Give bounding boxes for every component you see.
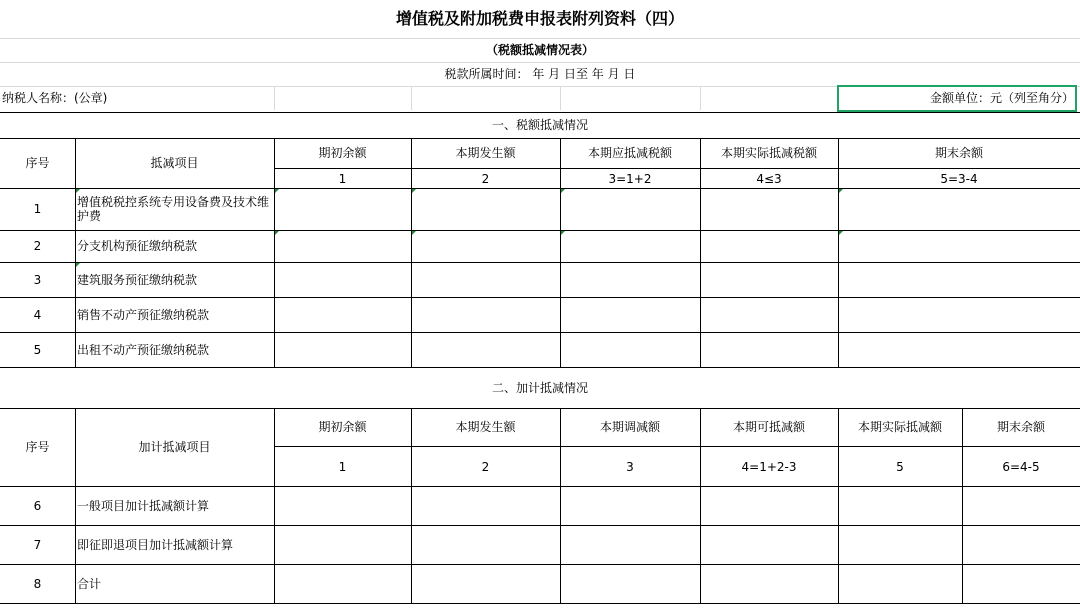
cell-marker-icon	[839, 231, 843, 235]
table-row-item: 增值税税控系统专用设备费及技术维护费	[77, 195, 270, 223]
s1-col-header: 期末余额	[934, 146, 983, 160]
amount-unit-label[interactable]: 金额单位：元（列至角分）	[929, 91, 1074, 105]
s2-col-header: 本期实际抵减额	[857, 420, 942, 434]
table-row-no: 8	[33, 576, 42, 591]
cell-marker-icon	[275, 189, 279, 193]
s1-col-header: 本期发生额	[455, 146, 516, 160]
cell-marker-icon	[76, 263, 80, 267]
table-row-item: 分支机构预征缴纳税款	[77, 239, 198, 253]
table-row-item: 销售不动产预征缴纳税款	[77, 307, 210, 322]
tax-period: 税款所属时间： 年 月 日至 年 月 日	[444, 67, 636, 81]
s1-col-header: 期初余额	[318, 146, 367, 160]
section2-item-header: 加计抵减项目	[138, 440, 211, 454]
cell-marker-icon	[412, 231, 416, 235]
section1-seq-header: 序号	[25, 156, 50, 170]
table-row-no: 3	[33, 272, 42, 287]
section1-heading: 一、税额抵减情况	[491, 118, 588, 132]
cell-marker-icon	[412, 189, 416, 193]
table-row-item: 即征即退项目加计抵减额计算	[77, 537, 234, 552]
cell-marker-icon	[561, 189, 565, 193]
s1-formula: 1	[338, 171, 347, 186]
table-row-no: 5	[33, 342, 42, 357]
s2-col-header: 本期调减额	[599, 420, 660, 434]
s2-formula: 4=1+2-3	[741, 459, 797, 474]
cell-marker-icon	[561, 231, 565, 235]
s2-col-header: 期末余额	[996, 420, 1045, 434]
s2-col-header: 本期发生额	[455, 420, 516, 434]
table-row-no: 6	[33, 498, 42, 513]
s1-col-header: 本期应抵减税额	[587, 146, 672, 160]
s2-col-header: 期初余额	[318, 420, 367, 434]
section1-item-header: 抵减项目	[150, 156, 199, 170]
cell-marker-icon	[76, 189, 80, 193]
table-row-item: 一般项目加计抵减额计算	[77, 498, 210, 513]
table-row-item: 建筑服务预征缴纳税款	[77, 272, 198, 287]
s2-formula: 2	[481, 459, 490, 474]
cell-marker-icon	[275, 231, 279, 235]
s2-formula: 6=4-5	[1002, 459, 1040, 474]
table-row-no: 1	[33, 202, 42, 216]
section2-seq-header: 序号	[25, 440, 50, 454]
table-row-item: 合计	[77, 576, 102, 591]
table-row-item: 出租不动产预征缴纳税款	[77, 342, 210, 357]
page-title: 增值税及附加税费申报表附列资料（四）	[395, 9, 684, 28]
s1-formula: 2	[481, 171, 490, 186]
table-row-no: 4	[33, 307, 42, 322]
s2-col-header: 本期可抵减额	[732, 420, 805, 434]
s1-formula: 3=1+2	[608, 171, 652, 186]
taxpayer-name-label: 纳税人名称：(公章)	[2, 91, 108, 105]
s1-formula: 5=3-4	[940, 171, 978, 186]
s2-formula: 3	[626, 459, 634, 474]
s2-formula: 5	[896, 459, 904, 474]
s1-col-header: 本期实际抵减税额	[720, 146, 817, 160]
selected-cell	[837, 85, 1077, 112]
cell-marker-icon	[839, 189, 843, 193]
s1-formula: 4≤3	[756, 171, 782, 186]
section2-heading: 二、加计抵减情况	[491, 380, 588, 395]
table-row-no: 7	[33, 537, 42, 552]
s2-formula: 1	[338, 459, 347, 474]
table-row-no: 2	[33, 239, 42, 253]
page-subtitle: （税额抵减情况表）	[485, 43, 594, 57]
